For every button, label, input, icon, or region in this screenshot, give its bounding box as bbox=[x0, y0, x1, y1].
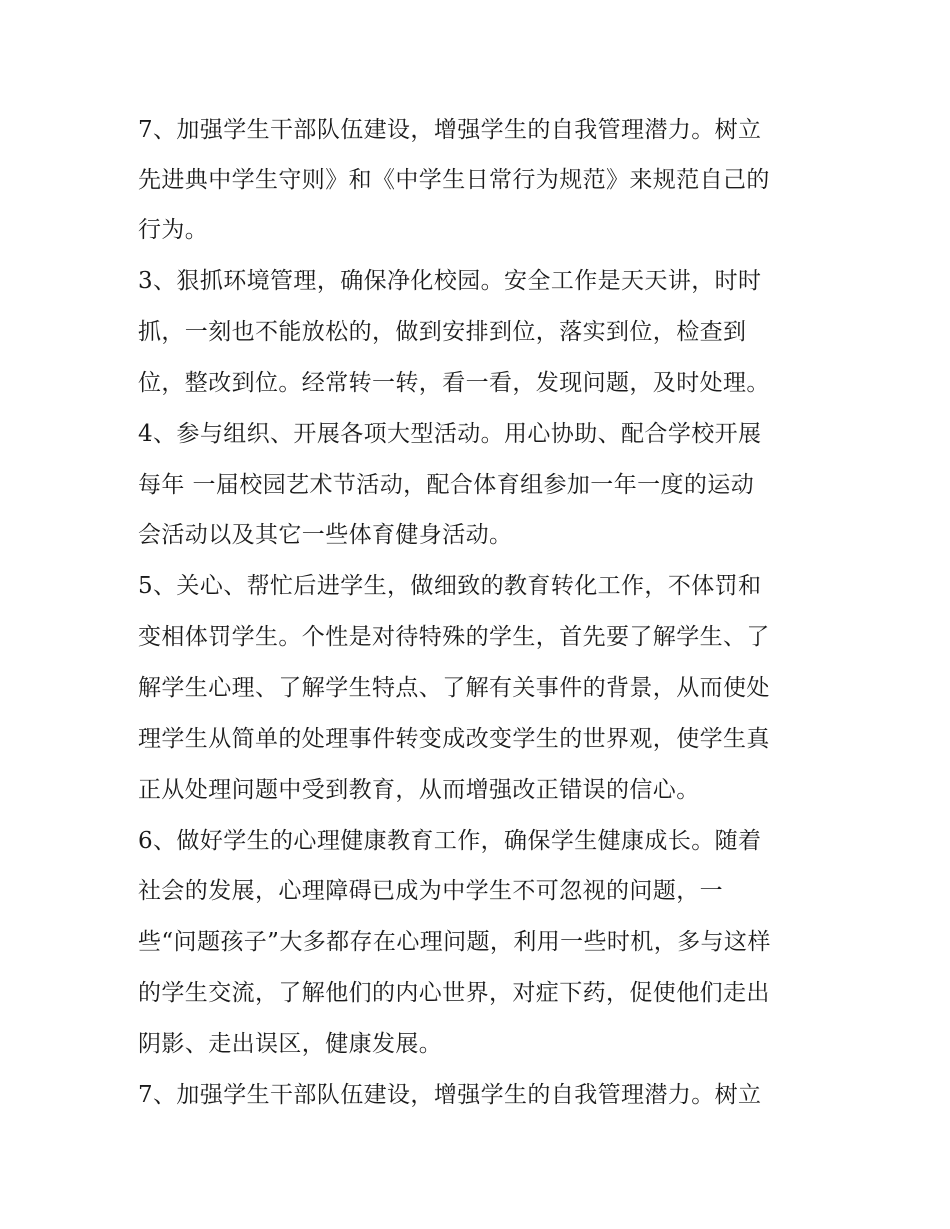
text-line: 3、狠抓环境管理，确保净化校园。安全工作是天天讲，时时 bbox=[138, 268, 762, 294]
text-line: 会活动以及其它一些体育健身活动。 bbox=[138, 522, 513, 548]
text-line: 6、做好学生的心理健康教育工作，确保学生健康成长。随着 bbox=[138, 828, 762, 854]
text-line: 理学生从简单的处理事件转变成改变学生的世界观，使学生真 bbox=[138, 726, 770, 752]
text-line: 的学生交流，了解他们的内心世界，对症下药，促使他们走出 bbox=[138, 980, 770, 1006]
text-line: 4、参与组织、开展各项大型活动。用心协助、配合学校开展 bbox=[138, 421, 762, 447]
text-line: 解学生心理、了解学生特点、了解有关事件的背景，从而使处 bbox=[138, 675, 770, 701]
text-line: 7、加强学生干部队伍建设，增强学生的自我管理潜力。树立 bbox=[138, 1082, 762, 1108]
text-line: 正从处理问题中受到教育，从而增强改正错误的信心。 bbox=[138, 777, 700, 803]
text-line: 些“问题孩子”大多都存在心理问题，利用一些时机，多与这样 bbox=[138, 929, 771, 955]
text-line: 阴影、走出误区，健康发展。 bbox=[138, 1031, 443, 1057]
text-line: 先进典中学生守则》和《中学生日常行为规范》来规范自己的 bbox=[138, 167, 770, 193]
text-line: 5、关心、帮忙后进学生，做细致的教育转化工作，不体罚和 bbox=[138, 573, 762, 599]
text-line: 抓，一刻也不能放松的，做到安排到位，落实到位，检查到 bbox=[138, 319, 747, 345]
text-line: 社会的发展，心理障碍已成为中学生不可忽视的问题，一 bbox=[138, 878, 723, 904]
text-line: 变相体罚学生。个性是对待特殊的学生，首先要了解学生、了 bbox=[138, 624, 770, 650]
text-line: 每年 一届校园艺术节活动，配合体育组参加一年一度的运动 bbox=[138, 472, 755, 498]
text-line: 位，整改到位。经常转一转，看一看，发现问题，及时处理。 bbox=[138, 370, 770, 396]
text-line: 行为。 bbox=[138, 217, 209, 243]
text-line: 7、加强学生干部队伍建设，增强学生的自我管理潜力。树立 bbox=[138, 117, 762, 143]
